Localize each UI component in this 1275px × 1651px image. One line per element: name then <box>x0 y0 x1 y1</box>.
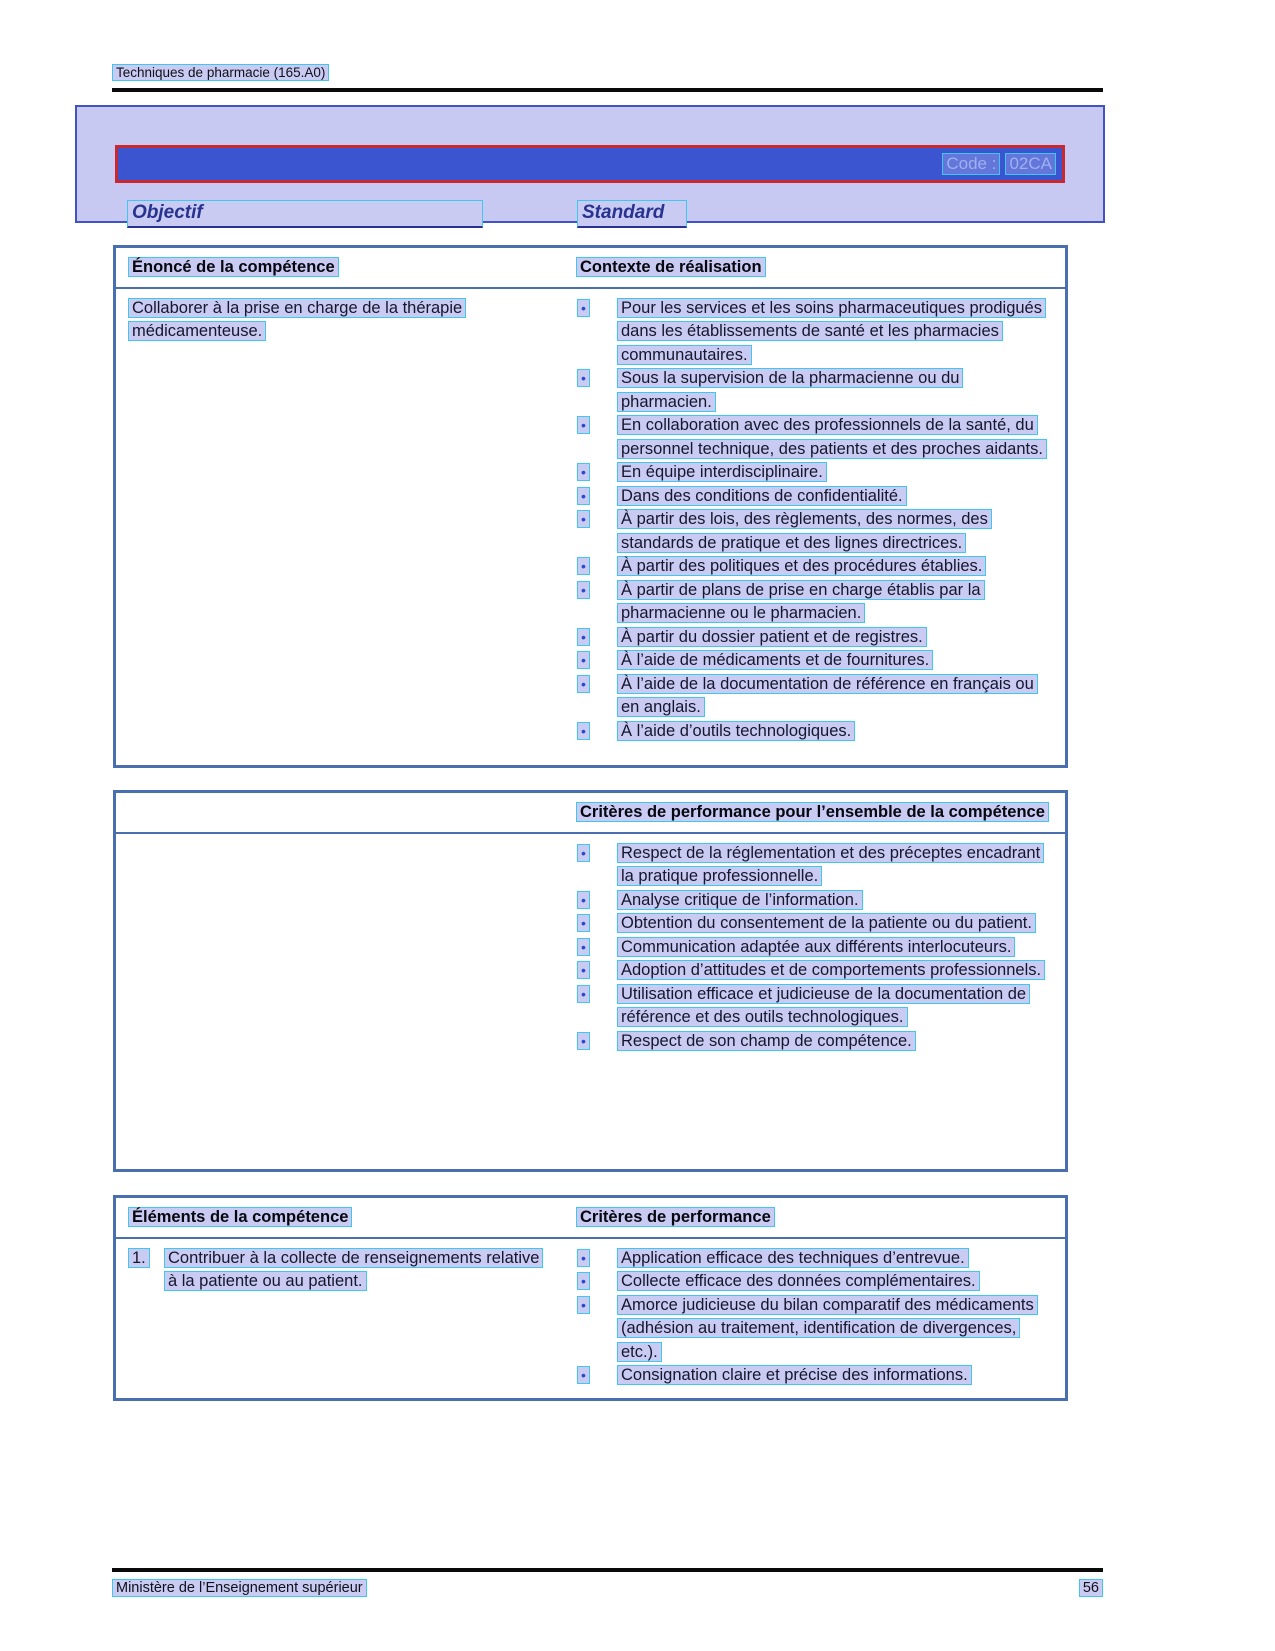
bullet-icon: • <box>577 1296 590 1314</box>
bullet-cell <box>576 461 617 485</box>
list-item <box>576 626 1053 650</box>
list-item <box>576 912 1053 936</box>
code-bar <box>115 145 1065 183</box>
bullet-icon: • <box>577 581 590 599</box>
item-text: Sous la supervision de la pharmacienne ou du pharmacien. <box>617 368 963 412</box>
item-text-wrap <box>617 720 1053 744</box>
list-item <box>576 720 1053 744</box>
item-text-wrap <box>617 649 1053 673</box>
statement-cell <box>116 297 562 744</box>
column-header: Critères de performance <box>576 1207 775 1227</box>
bullet-cell <box>576 673 617 720</box>
item-text-wrap <box>617 485 1053 509</box>
bullet-cell <box>576 1294 617 1365</box>
item-text: À l’aide de médicaments et de fournitures. <box>617 650 933 670</box>
table3-header-left <box>116 1206 562 1230</box>
table1-header-right <box>562 256 1065 280</box>
standard-label: Standard <box>577 200 687 228</box>
list-item <box>576 673 1053 720</box>
column-header: Éléments de la compétence <box>128 1207 352 1227</box>
element-number-wrap <box>128 1247 164 1294</box>
bullet-cell <box>576 485 617 509</box>
context-cell <box>562 297 1065 744</box>
list-item <box>576 959 1053 983</box>
bullet-icon: • <box>577 985 590 1003</box>
item-text: Obtention du consentement de la patiente ou du patient. <box>617 913 1036 933</box>
column-header: Critères de performance pour l’ensemble de la compétence <box>576 802 1049 822</box>
item-text-wrap <box>617 367 1053 414</box>
bullet-icon: • <box>577 1366 590 1384</box>
item-text: À partir de plans de prise en charge établis par la pharmacienne ou le pharmacien. <box>617 580 985 624</box>
list-item <box>576 367 1053 414</box>
column-header: Énoncé de la compétence <box>128 257 339 277</box>
bullet-icon: • <box>577 510 590 528</box>
item-text: Adoption d’attitudes et de comportements professionnels. <box>617 960 1045 980</box>
element-number: 1. <box>128 1248 150 1268</box>
item-text: Consignation claire et précise des informations. <box>617 1365 972 1385</box>
footer-ministry: Ministère de l’Enseignement supérieur <box>112 1579 367 1597</box>
bullet-icon: • <box>577 651 590 669</box>
bullet-icon: • <box>577 1272 590 1290</box>
criteria-cell <box>562 842 1065 1054</box>
bullet-cell <box>576 1247 617 1271</box>
item-text-wrap <box>617 1270 1053 1294</box>
table2-header-right <box>562 801 1065 825</box>
list-item <box>576 461 1053 485</box>
item-text-wrap <box>617 414 1053 461</box>
item-text-wrap <box>617 1294 1053 1365</box>
list-item <box>576 1364 1053 1388</box>
bullet-cell <box>576 720 617 744</box>
bullet-cell <box>576 983 617 1030</box>
item-text: Analyse critique de l’information. <box>617 890 863 910</box>
item-text-wrap <box>617 673 1053 720</box>
bullet-icon: • <box>577 961 590 979</box>
list-item <box>576 936 1053 960</box>
footer-page-number: 56 <box>1079 1579 1103 1597</box>
table2-header-left <box>116 801 562 825</box>
header-title: Techniques de pharmacie (165.A0) <box>112 64 329 81</box>
elements-performance-table <box>113 1195 1068 1401</box>
list-item <box>576 1270 1053 1294</box>
bullet-cell <box>576 1030 617 1054</box>
list-item <box>576 297 1053 368</box>
element-cell <box>116 1247 562 1388</box>
table3-header-row <box>116 1198 1065 1239</box>
item-text: En collaboration avec des professionnels de la santé, du personnel technique, des patients et des proches aidants. <box>617 415 1047 459</box>
item-text-wrap <box>617 579 1053 626</box>
code-value: 02CA <box>1005 153 1056 175</box>
item-text: Respect de son champ de compétence. <box>617 1031 916 1051</box>
global-performance-table <box>113 790 1068 1172</box>
code-label: Code : <box>942 153 1000 175</box>
bullet-cell <box>576 959 617 983</box>
item-text-wrap <box>617 1364 1053 1388</box>
bullet-cell <box>576 579 617 626</box>
competence-context-table <box>113 245 1068 768</box>
header-rule <box>112 88 1103 92</box>
bullet-cell <box>576 555 617 579</box>
element-text: Contribuer à la collecte de renseignements relative à la patiente ou au patient. <box>164 1248 543 1292</box>
bullet-icon: • <box>577 675 590 693</box>
item-text-wrap <box>617 912 1053 936</box>
item-text-wrap <box>617 959 1053 983</box>
item-text-wrap <box>617 508 1053 555</box>
item-text-wrap <box>617 1030 1053 1054</box>
bullet-cell <box>576 1364 617 1388</box>
item-text-wrap <box>617 555 1053 579</box>
doc-footer <box>112 1562 1103 1597</box>
bullet-icon: • <box>577 487 590 505</box>
bullet-cell <box>576 508 617 555</box>
title-panel <box>75 105 1105 223</box>
list-item <box>576 1294 1053 1365</box>
bullet-icon: • <box>577 891 590 909</box>
bullet-icon: • <box>577 416 590 434</box>
item-text: À l’aide d’outils technologiques. <box>617 721 855 741</box>
list-item <box>576 555 1053 579</box>
objectif-cell <box>127 200 483 228</box>
item-text-wrap <box>617 983 1053 1030</box>
bullet-icon: • <box>577 369 590 387</box>
bullet-icon: • <box>577 299 590 317</box>
item-text: Utilisation efficace et judicieuse de la documentation de référence et des outils technologiques. <box>617 984 1030 1028</box>
bullet-icon: • <box>577 1249 590 1267</box>
bullet-cell <box>576 414 617 461</box>
item-text-wrap <box>617 842 1053 889</box>
list-item <box>576 414 1053 461</box>
list-item <box>576 842 1053 889</box>
bullet-icon: • <box>577 1032 590 1050</box>
objectif-label: Objectif <box>127 200 483 228</box>
column-header: Contexte de réalisation <box>576 257 766 277</box>
item-text: À partir du dossier patient et de registres. <box>617 627 927 647</box>
item-text: Communication adaptée aux différents interlocuteurs. <box>617 937 1015 957</box>
item-text: À partir des lois, des règlements, des normes, des standards de pratique et des lignes directrices. <box>617 509 992 553</box>
item-text-wrap <box>617 297 1053 368</box>
list-item <box>576 579 1053 626</box>
bullet-cell <box>576 912 617 936</box>
bullet-cell <box>576 1270 617 1294</box>
table1-header-row <box>116 248 1065 289</box>
bullet-icon: • <box>577 938 590 956</box>
list-item <box>576 508 1053 555</box>
criteria-list <box>576 1247 1053 1388</box>
list-item <box>576 889 1053 913</box>
table3-body-row <box>116 1239 1065 1398</box>
element-text-wrap <box>164 1247 552 1294</box>
criteria-cell <box>562 1247 1065 1388</box>
doc-header <box>112 64 1103 92</box>
bullet-icon: • <box>577 722 590 740</box>
footer-rule <box>112 1568 1103 1572</box>
empty-cell <box>116 842 562 1054</box>
item-text: En équipe interdisciplinaire. <box>617 462 827 482</box>
bullet-cell <box>576 367 617 414</box>
table2-header-row <box>116 793 1065 834</box>
list-item <box>576 485 1053 509</box>
bullet-cell <box>576 626 617 650</box>
item-text: Dans des conditions de confidentialité. <box>617 486 907 506</box>
bullet-cell <box>576 297 617 368</box>
bullet-icon: • <box>577 557 590 575</box>
standard-cell <box>577 200 687 228</box>
item-text-wrap <box>617 936 1053 960</box>
list-item <box>576 983 1053 1030</box>
bullet-cell <box>576 889 617 913</box>
item-text-wrap <box>617 889 1053 913</box>
item-text: Amorce judicieuse du bilan comparatif des médicaments (adhésion au traitement, identification de divergences, etc.). <box>617 1295 1038 1362</box>
table1-header-left <box>116 256 562 280</box>
item-text: Collecte efficace des données complémentaires. <box>617 1271 980 1291</box>
element-row <box>128 1247 552 1294</box>
table1-body-row <box>116 289 1065 754</box>
item-text: À partir des politiques et des procédures établies. <box>617 556 986 576</box>
item-text-wrap <box>617 626 1053 650</box>
bullet-icon: • <box>577 844 590 862</box>
bullet-cell <box>576 842 617 889</box>
item-text: Pour les services et les soins pharmaceutiques prodigués dans les établissements de santé et les pharmacies communautaires. <box>617 298 1046 365</box>
item-text-wrap <box>617 1247 1053 1271</box>
bullet-cell <box>576 936 617 960</box>
statement-text: Collaborer à la prise en charge de la thérapie médicamenteuse. <box>128 298 466 342</box>
bullet-icon: • <box>577 914 590 932</box>
bullet-icon: • <box>577 463 590 481</box>
criteria-list <box>576 842 1053 1054</box>
table3-header-right <box>562 1206 1065 1230</box>
item-text: Respect de la réglementation et des préceptes encadrant la pratique professionnelle. <box>617 843 1044 887</box>
bullet-cell <box>576 649 617 673</box>
item-text-wrap <box>617 461 1053 485</box>
table2-body-row <box>116 834 1065 1064</box>
list-item <box>576 649 1053 673</box>
item-text: Application efficace des techniques d’entrevue. <box>617 1248 969 1268</box>
footer-row <box>112 1579 1103 1597</box>
context-list <box>576 297 1053 744</box>
list-item <box>576 1247 1053 1271</box>
bullet-icon: • <box>577 628 590 646</box>
objectif-standard-row <box>127 200 1103 228</box>
list-item <box>576 1030 1053 1054</box>
item-text: À l’aide de la documentation de référence en français ou en anglais. <box>617 674 1038 718</box>
